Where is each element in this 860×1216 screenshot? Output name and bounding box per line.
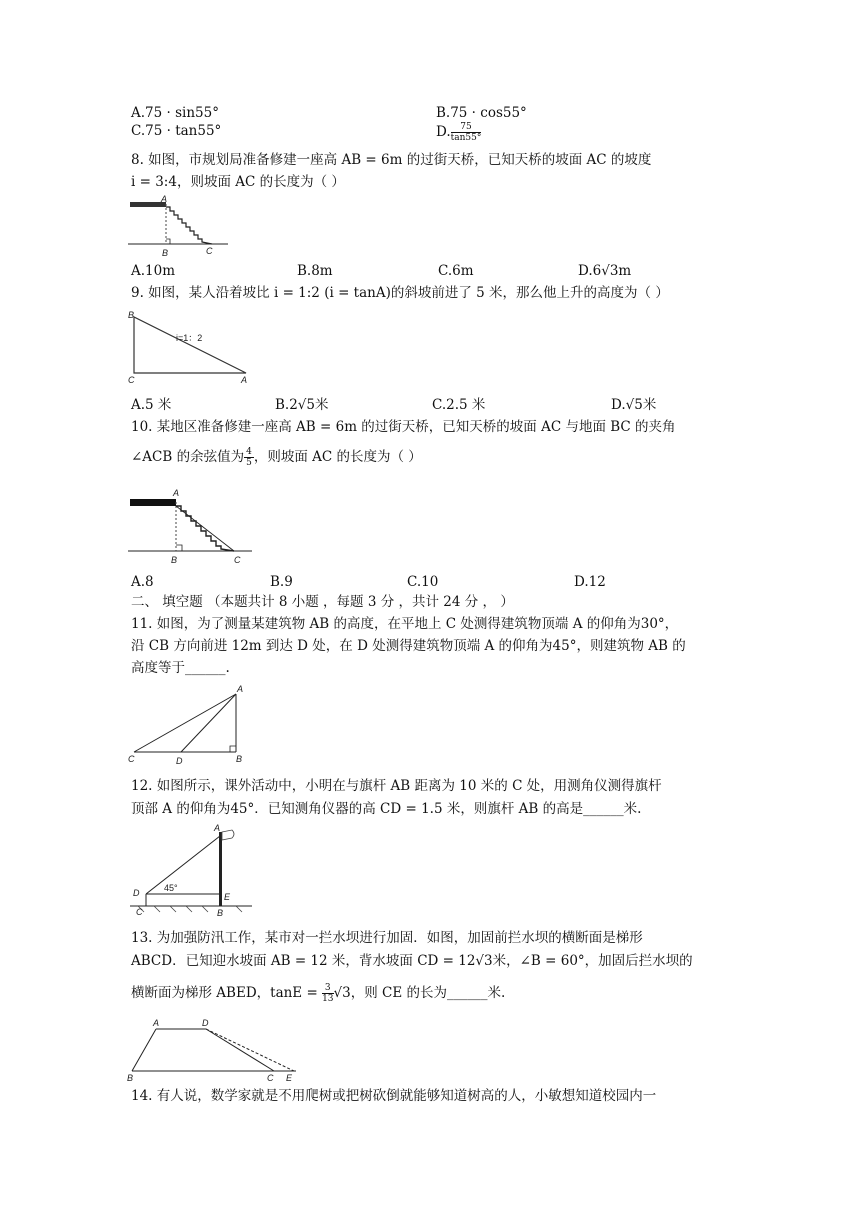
q12-ground-hatching [138,906,242,912]
q8-stem-line2: i = 3:4，则坡面 AC 的长度为（ ） [131,174,345,190]
q8-option-a: A.10m [131,263,176,279]
q10-stem-suffix: ，则坡面 AC 的长度为（ ） [253,449,422,465]
q14-stem-line1: 14. 有人说，数学家就是不用爬树或把树砍倒就能够知道树高的人，小敏想知道校园内一 [131,1088,657,1104]
q8-option-b: B.8m [297,263,333,279]
q13-side-dc [206,1029,274,1071]
q9-label-b: B [128,310,135,320]
q8-option-c: C.6m [438,263,474,279]
q10-frac-denominator: 5 [246,458,252,468]
q7-option-b: B.75 · cos55° [436,105,527,121]
q11-label-b: B [236,754,243,764]
q13-label-b: B [127,1073,134,1083]
q10-frac-numerator: 4 [246,447,252,457]
q12-stem-line1: 12. 如图所示，课外活动中，小明在与旗杆 AB 距离为 10 米的 C 处，用测角仪测得旗杆 [131,778,662,794]
q13-side-ab [132,1029,156,1071]
q13-stem-line3 [131,983,505,1004]
q12-stem-line2: 顶部 A 的仰角为45°．已知测角仪器的高 CD = 1.5 米，则旗杆 AB 的高是______米. [131,801,642,817]
q7-d-denominator: tan55° [450,133,482,143]
q8-right-angle-mark [166,239,170,244]
q9-option-c: C.2.5 米 [432,397,486,413]
q7-option-a: A.75 · sin55° [131,105,219,121]
q10-right-angle-mark [176,545,182,551]
q12-label-a: A [214,823,221,833]
q8-option-d: D.6√3m [578,263,632,279]
q12-label-c: C [136,907,143,917]
q9-slope-label: i=1：2 [176,333,203,343]
q11-label-c: C [128,754,135,764]
q10-slope-ac [176,506,234,551]
q9-triangle [134,317,246,373]
q8-figure [128,194,232,258]
q12-flag-icon [222,830,234,840]
q11-figure [126,682,252,766]
q9-label-a: A [241,375,248,385]
q8-label-c: C [206,246,213,256]
q7-option-d-fraction [451,122,482,143]
q7-option-d [436,122,481,143]
section-heading-fill-blank: 二、 填空题 （本题共计 8 小题 ，每题 3 分 ，共计 24 分 ， ） [131,594,514,610]
q10-option-a: A.8 [131,574,154,590]
q10-option-c: C.10 [407,574,439,590]
q10-stem-line2 [131,447,422,468]
q10-bridge-deck [130,499,176,506]
q13-stem-line2: ABCD．已知迎水坡面 AB = 12 米，背水坡面 CD = 12√3米，∠B = 60°，加固后拦水坝的 [131,953,693,969]
q11-right-angle-mark [230,746,236,752]
q9-figure [128,309,252,387]
q8-stem-line1: 8. 如图，市规划局准备修建一座高 AB = 6m 的过街天桥，已知天桥的坡面 AC 的坡度 [131,152,652,168]
q11-label-a: A [237,684,244,694]
q9-option-d: D.√5米 [611,397,657,413]
q12-label-b: B [217,908,224,918]
q11-line-ca [134,694,236,752]
q13-stem-line1: 13. 为加强防汛工作，某市对一拦水坝进行加固．如图，加固前拦水坝的横断面是梯形 [131,930,643,946]
q10-figure [128,487,256,567]
q11-stem-line2: 沿 CB 方向前进 12m 到达 D 处，在 D 处测得建筑物顶端 A 的仰角为45°，则建筑物 AB 的 [131,638,686,654]
q11-stem-line1: 11. 如图，为了测量某建筑物 AB 的高度，在平地上 C 处测得建筑物顶端 A 的仰角为30°， [131,616,679,632]
q10-label-c: C [234,555,241,565]
q11-line-da [181,694,236,752]
q13-figure [126,1015,306,1087]
q13-tan-fraction [322,983,333,1004]
q12-flagpole-ab [219,832,222,906]
q12-label-e: E [224,892,231,902]
q11-label-d: D [176,756,183,766]
q13-new-side-de [206,1029,294,1071]
q10-stem-prefix: ∠ACB 的余弦值为 [131,449,245,465]
q10-cosine-fraction [244,447,254,468]
q7-option-c: C.75 · tan55° [131,123,222,139]
q13-stem-prefix: 横断面为梯形 ABED，tanE = [131,985,323,1001]
q7-option-d-prefix: D. [436,124,451,140]
q13-frac-denominator: 13 [322,994,334,1004]
q12-label-d: D [133,888,140,898]
q9-option-b: B.2√5米 [275,397,329,413]
q8-label-a: A [161,194,168,204]
q12-figure [128,822,256,918]
q9-label-c: C [128,375,135,385]
q10-option-b: B.9 [270,574,293,590]
q10-option-d: D.12 [574,574,606,590]
q13-stem-suffix: √3，则 CE 的长为______米. [333,985,506,1001]
q13-label-a: A [153,1018,160,1028]
q13-frac-numerator: 3 [322,983,333,994]
q9-stem-line1: 9. 如图，某人沿着坡比 i = 1:2 (i = tanA)的斜坡前进了 5 米，那么他上升的高度为（ ） [131,285,669,301]
q13-label-e: E [286,1073,293,1083]
q11-stem-line3: 高度等于______. [131,660,230,676]
q10-label-b: B [171,555,178,565]
q13-label-c: C [267,1073,274,1083]
q12-angle-label: 45° [164,883,178,893]
q8-stairs-ac [166,207,212,244]
q9-option-a: A.5 米 [131,397,172,413]
q7-d-numerator: 75 [451,122,482,133]
q8-label-b: B [162,248,169,258]
q12-sight-line-da [146,836,220,894]
q10-stem-line1: 10. 某地区准备修建一座高 AB = 6m 的过街天桥，已知天桥的坡面 AC 与地面 BC 的夹角 [131,419,676,435]
q10-label-a: A [173,488,180,498]
q13-label-d: D [202,1018,209,1028]
